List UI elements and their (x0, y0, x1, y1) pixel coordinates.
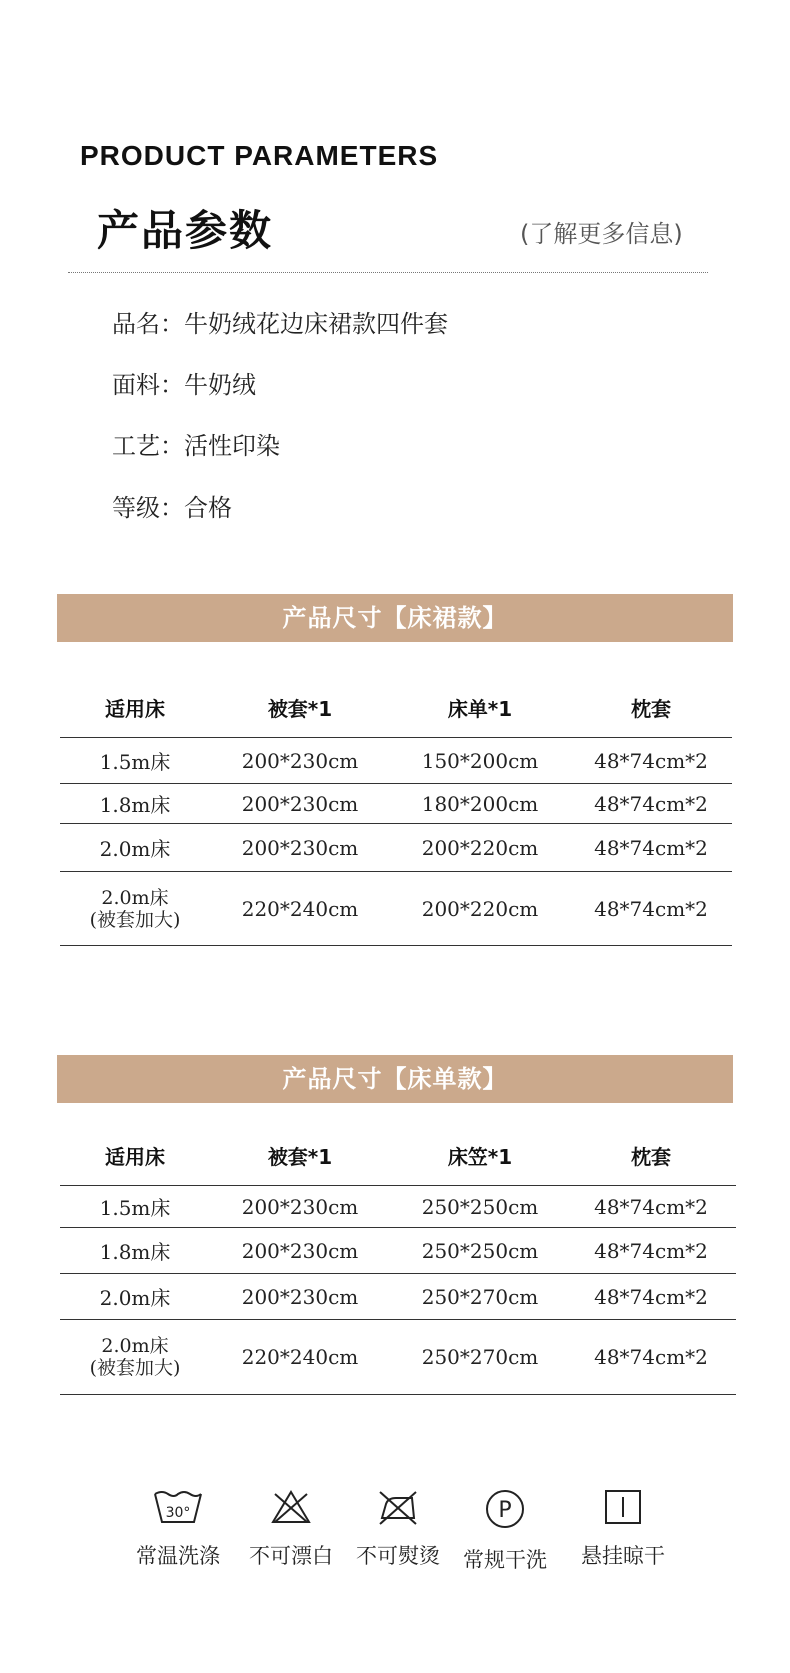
wash-temp-text: 30° (165, 1505, 191, 1521)
table-row (60, 737, 732, 783)
page-title: 产品参数 (97, 206, 274, 255)
cell-duvet: 220*240cm (241, 1345, 359, 1369)
care-label: 常温洗涤 (136, 1544, 220, 1568)
table-row (60, 823, 732, 871)
table-row (60, 871, 732, 946)
cell-bed (60, 887, 210, 931)
cell-duvet: 200*230cm (241, 835, 359, 860)
cell-duvet: 200*230cm (241, 748, 359, 773)
info-grade: 等级：合格 (112, 494, 232, 522)
header-bed: 适用床 (105, 1144, 165, 1169)
cell-duvet: 200*230cm (241, 1284, 359, 1309)
cell-pillowcase: 48*74cm*2 (594, 748, 708, 773)
care-wash-30 (118, 1488, 238, 1570)
size-banner-bed-skirt: 产品尺寸【床裙款】 (57, 594, 733, 642)
cell-fitted-sheet: 250*250cm (421, 1238, 539, 1263)
cell-pillowcase: 48*74cm*2 (594, 1194, 708, 1219)
header-sheet: 床单*1 (447, 696, 513, 721)
table-row (60, 1273, 736, 1319)
info-process: 工艺：活性印染 (112, 432, 280, 460)
table-row (60, 1319, 736, 1395)
cell-pillowcase: 48*74cm*2 (594, 1284, 708, 1309)
table-row (60, 1185, 736, 1227)
no-iron-icon (376, 1488, 420, 1526)
cell-pillowcase: 48*74cm*2 (594, 835, 708, 860)
cell-bed: 1.8m床 (99, 793, 171, 817)
info-product-name: 品名：牛奶绒花边床裙款四件套 (112, 310, 448, 338)
cell-bed (60, 1335, 210, 1379)
header-pillowcase: 枕套 (631, 1144, 671, 1169)
cell-sheet: 200*220cm (421, 835, 539, 860)
cell-bed: 1.5m床 (99, 1196, 171, 1220)
cell-duvet: 200*230cm (241, 791, 359, 816)
cell-bed-size: 2.0m床 (101, 1335, 169, 1357)
cell-pillowcase: 48*74cm*2 (594, 896, 708, 921)
table-header (60, 1125, 736, 1185)
cell-sheet: 150*200cm (421, 748, 539, 773)
no-bleach-icon (269, 1488, 313, 1526)
size-banner-bed-sheet: 产品尺寸【床单款】 (57, 1055, 733, 1103)
header-pillowcase: 枕套 (631, 696, 671, 721)
care-label: 不可漂白 (249, 1544, 333, 1568)
cell-duvet: 200*230cm (241, 1238, 359, 1263)
dry-clean-letter: P (498, 1498, 512, 1523)
cell-pillowcase: 48*74cm*2 (594, 1238, 708, 1263)
cell-fitted-sheet: 250*270cm (421, 1345, 539, 1369)
cell-fitted-sheet: 250*270cm (421, 1284, 539, 1309)
cell-duvet: 200*230cm (241, 1194, 359, 1219)
care-label: 悬挂晾干 (581, 1544, 665, 1568)
size-table-bed-skirt (60, 677, 732, 946)
cell-duvet: 220*240cm (241, 896, 359, 921)
size-table-bed-sheet (60, 1125, 736, 1395)
care-hang-dry (563, 1488, 683, 1570)
care-label: 不可熨烫 (356, 1544, 440, 1568)
care-no-bleach (231, 1488, 351, 1570)
table-row (60, 783, 732, 823)
wash-30-icon (152, 1488, 204, 1526)
cell-sheet: 180*200cm (421, 791, 539, 816)
cell-bed: 2.0m床 (99, 837, 171, 861)
dry-clean-icon (484, 1488, 526, 1530)
cell-bed-note: (被套加大) (89, 1357, 181, 1379)
info-fabric: 面料：牛奶绒 (112, 371, 256, 399)
header-duvet: 被套*1 (267, 1144, 333, 1169)
header-fitted-sheet: 床笠*1 (447, 1144, 513, 1169)
care-no-iron (338, 1488, 458, 1570)
cell-bed: 1.8m床 (99, 1240, 171, 1264)
table-header (60, 677, 732, 737)
header-duvet: 被套*1 (267, 696, 333, 721)
care-dry-clean (445, 1488, 565, 1574)
cell-bed-size: 2.0m床 (101, 886, 169, 909)
cell-sheet: 200*220cm (421, 896, 539, 921)
english-title: PRODUCT PARAMETERS (80, 140, 439, 171)
more-info-link[interactable]: (了解更多信息) (520, 220, 683, 248)
cell-bed: 1.5m床 (99, 750, 171, 774)
hang-dry-icon (603, 1488, 643, 1526)
table-row (60, 1227, 736, 1273)
header-bed: 适用床 (105, 696, 165, 721)
cell-bed-note: (被套加大) (89, 908, 181, 931)
dotted-divider (68, 272, 708, 273)
care-label: 常规干洗 (463, 1548, 547, 1572)
cell-bed: 2.0m床 (99, 1286, 171, 1310)
cell-pillowcase: 48*74cm*2 (594, 1345, 708, 1369)
cell-pillowcase: 48*74cm*2 (594, 791, 708, 816)
cell-fitted-sheet: 250*250cm (421, 1194, 539, 1219)
